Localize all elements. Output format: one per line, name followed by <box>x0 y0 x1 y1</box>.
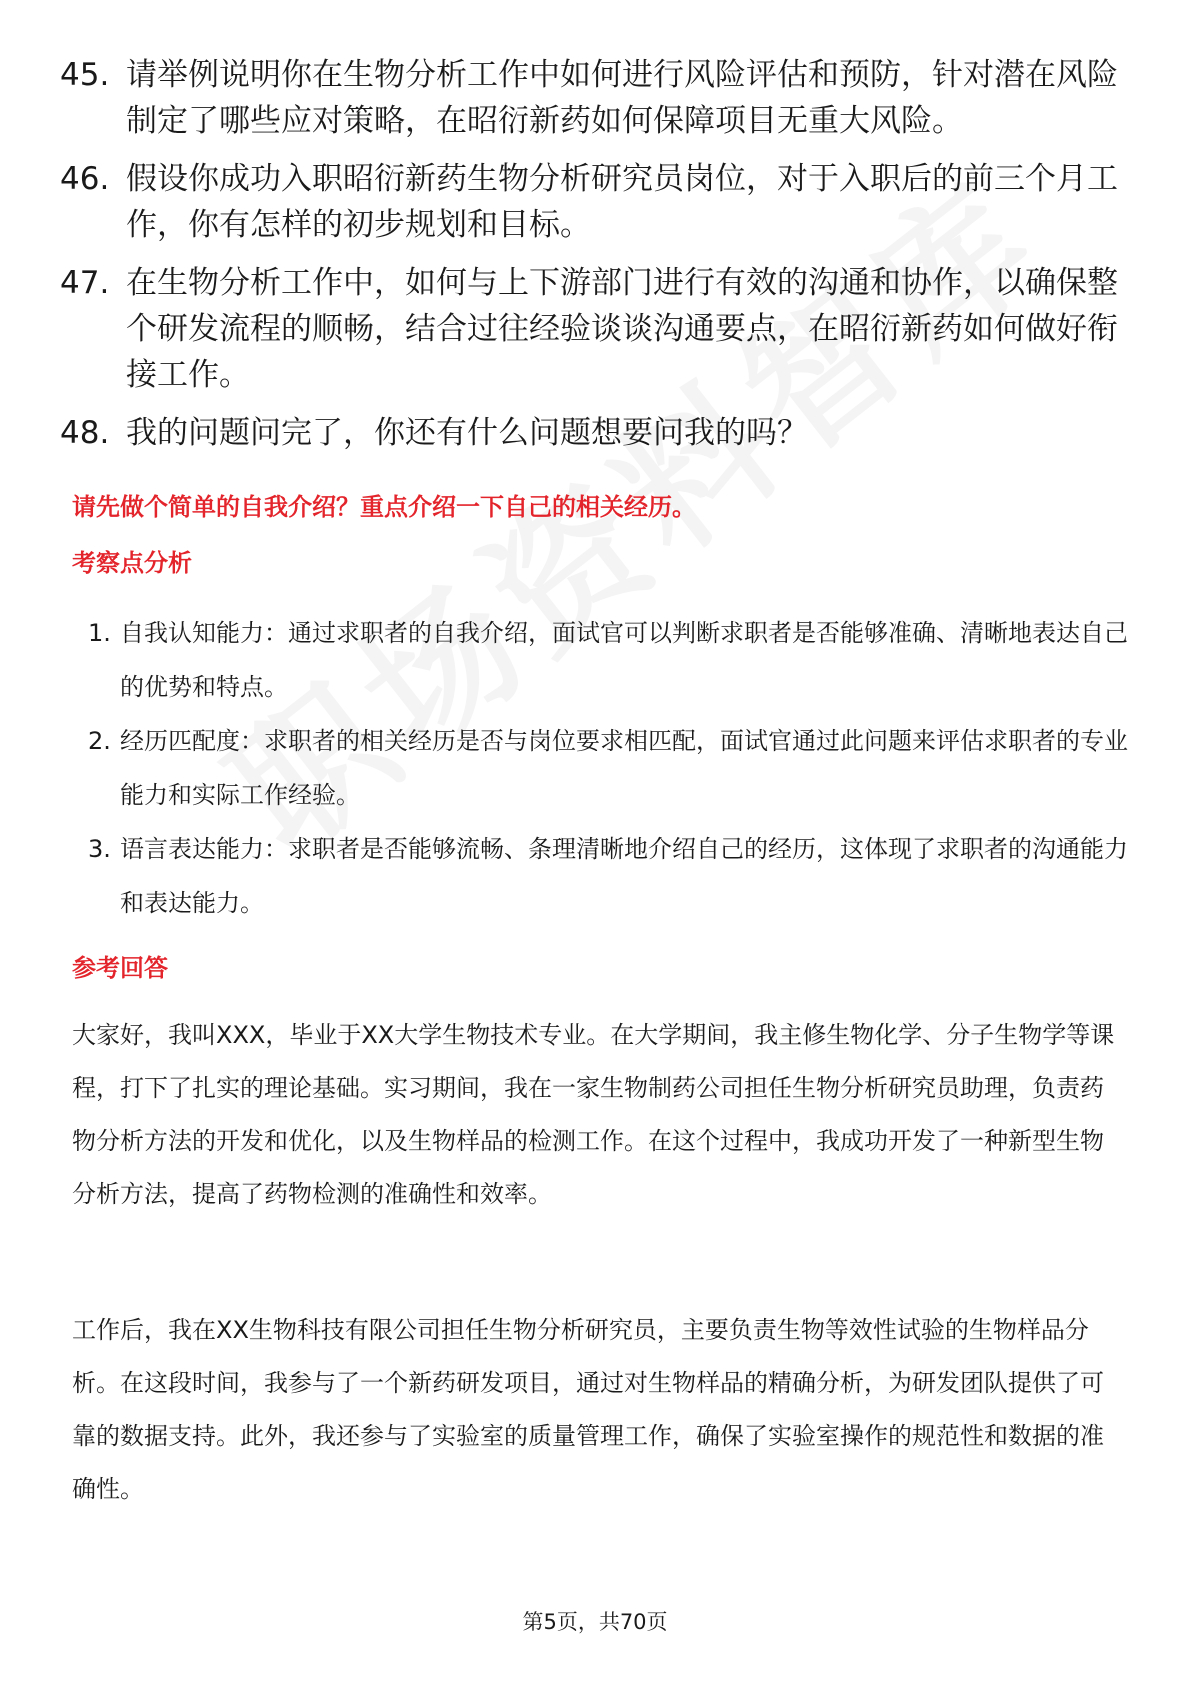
answer-paragraph: 大家好，我叫XXX，毕业于XX大学生物技术专业。在大学期间，我主修生物化学、分子生物学等课程，打下了扎实的理论基础。实习期间，我在一家生物制药公司担任生物分析研究员助理，负责药物分析方法的开发和优化，以及生物样品的检测工作。在这个过程中，我成功开发了一种新型生物分析方法，提高了药物检测的准确性和效率。 <box>72 1021 1115 1208</box>
question-item <box>60 156 1140 248</box>
question-text: 我的问题问完了，你还有什么问题想要问我的吗？ <box>126 415 808 451</box>
analysis-point <box>88 606 1128 714</box>
page-number: 第5页，共70页 <box>522 1610 668 1634</box>
analysis-point-text: 语言表达能力：求职者是否能够流畅、条理清晰地介绍自己的经历，这体现了求职者的沟通能力和表达能力。 <box>120 835 1128 917</box>
question-text: 在生物分析工作中，如何与上下游部门进行有效的沟通和协作，以确保整个研发流程的顺畅，结合过往经验谈谈沟通要点，在昭衍新药如何做好衔接工作。 <box>126 265 1118 393</box>
analysis-point-text: 自我认知能力：通过求职者的自我介绍，面试官可以判断求职者是否能够准确、清晰地表达自己的优势和特点。 <box>120 619 1128 701</box>
question-list <box>60 52 1140 468</box>
question-item <box>60 410 1140 456</box>
analysis-point-list <box>88 606 1128 930</box>
question-text: 请举例说明你在生物分析工作中如何进行风险评估和预防，针对潜在风险制定了哪些应对策略，在昭衍新药如何保障项目无重大风险。 <box>126 57 1118 139</box>
analysis-point-number: 1. <box>88 619 111 647</box>
analysis-point-number: 3. <box>88 835 111 863</box>
question-text: 假设你成功入职昭衍新药生物分析研究员岗位，对于入职后的前三个月工作，你有怎样的初步规划和目标。 <box>126 161 1118 243</box>
interview-question-title: 请先做个简单的自我介绍？重点介绍一下自己的相关经历。 <box>72 493 696 521</box>
analysis-point <box>88 822 1128 930</box>
question-item <box>60 52 1140 144</box>
question-item <box>60 260 1140 398</box>
analysis-heading: 考察点分析 <box>72 549 192 577</box>
analysis-point-number: 2. <box>88 727 111 755</box>
question-number: 46. <box>60 161 110 197</box>
question-number: 47. <box>60 265 110 301</box>
question-number: 45. <box>60 57 110 93</box>
analysis-point-text: 经历匹配度：求职者的相关经历是否与岗位要求相匹配，面试官通过此问题来评估求职者的专业能力和实际工作经验。 <box>120 727 1128 809</box>
question-number: 48. <box>60 415 110 451</box>
answer-heading: 参考回答 <box>72 954 168 982</box>
analysis-point <box>88 714 1128 822</box>
answer-paragraph: 工作后，我在XX生物科技有限公司担任生物分析研究员，主要负责生物等效性试验的生物样品分析。在这段时间，我参与了一个新药研发项目，通过对生物样品的精确分析，为研发团队提供了可靠的数据支持。此外，我还参与了实验室的质量管理工作，确保了实验室操作的规范性和数据的准确性。 <box>72 1316 1104 1503</box>
